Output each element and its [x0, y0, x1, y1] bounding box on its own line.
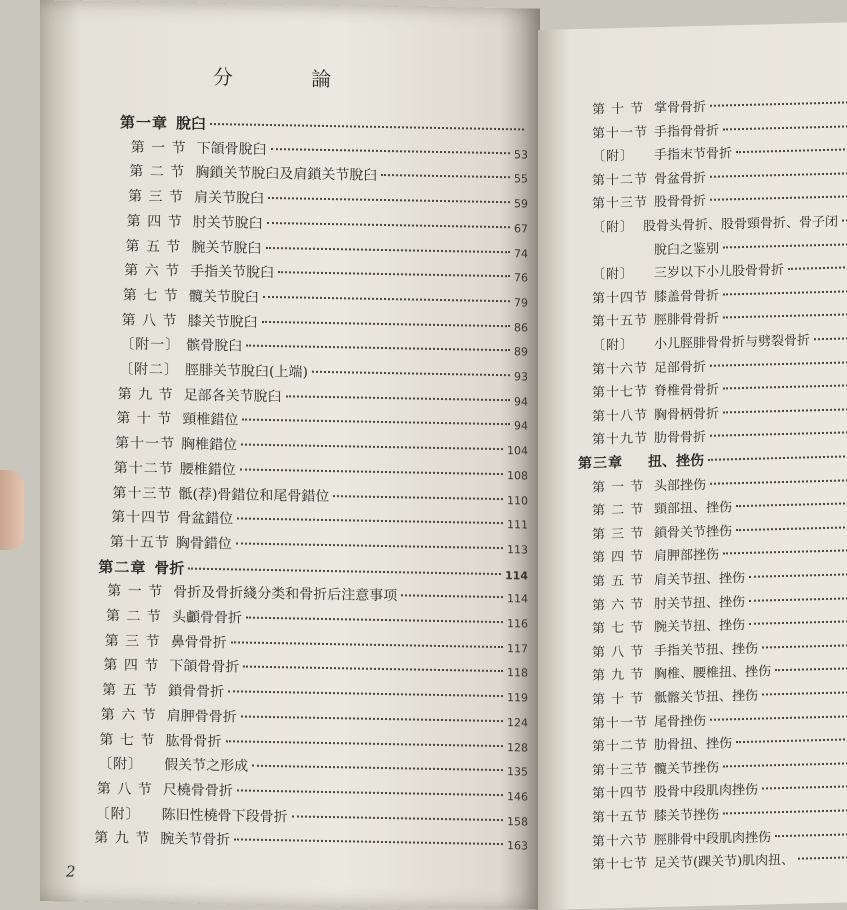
toc-title: 脊椎骨骨折	[654, 382, 720, 400]
left-page	[40, 0, 540, 910]
toc-title: 肋骨骨折	[654, 430, 707, 447]
toc-title: 脛腓骨中段肌肉挫伤	[654, 829, 772, 848]
toc-title: 股骨骨折	[654, 194, 707, 211]
toc-number: 第 七 节	[99, 731, 156, 749]
toc-number: 第 七 节	[592, 620, 645, 637]
toc-number: 〔附〕	[98, 756, 144, 773]
toc-title: 鎖骨关节挫伤	[654, 524, 733, 541]
toc-title: 足部各关节脫臼	[183, 387, 282, 405]
toc-entry	[110, 531, 528, 558]
dot-leader	[268, 197, 510, 203]
toc-entry	[592, 257, 847, 282]
dot-leader	[228, 690, 503, 697]
dot-leader	[241, 715, 503, 722]
toc-title: 脫臼	[176, 114, 207, 133]
dot-leader	[267, 222, 510, 228]
toc-number: 第十六节	[592, 360, 649, 378]
toc-entry	[592, 399, 847, 424]
toc-page-number: 110	[507, 493, 528, 508]
toc-title: 脛腓关节脫臼(上端)	[185, 362, 308, 381]
dot-leader	[762, 786, 847, 790]
toc-number: 第十三节	[112, 484, 173, 502]
toc-title: 下頜骨骨折	[169, 658, 240, 676]
dot-leader	[723, 762, 847, 767]
toc-title: 小儿脛腓骨骨折与劈裂骨折	[654, 333, 811, 353]
toc-entry	[106, 605, 528, 632]
dot-leader	[242, 419, 510, 426]
toc-title: 胸椎、腰椎扭、挫伤	[654, 664, 772, 683]
toc-title: 頸椎錯位	[182, 411, 239, 429]
toc-title: 下頜骨脫臼	[196, 140, 267, 158]
dot-leader	[736, 526, 847, 531]
toc-title: 肩关节扭、挫伤	[654, 570, 746, 589]
toc-entry	[127, 210, 528, 237]
toc-title: 脫臼之鉴别	[654, 241, 720, 258]
toc-title: 腕关节骨折	[160, 831, 231, 849]
page-number: 2	[66, 862, 76, 881]
toc-entry	[592, 800, 847, 825]
dot-leader	[814, 337, 847, 340]
toc-title: 胸椎錯位	[181, 436, 238, 454]
dot-leader	[749, 597, 847, 602]
toc-page-number: 89	[513, 345, 528, 359]
toc-entry	[592, 375, 847, 400]
toc-title: 骶(荐)骨錯位和尾骨錯位	[178, 485, 330, 505]
dot-leader	[266, 246, 511, 252]
toc-title: 骶髂关节扭、挫伤	[654, 688, 759, 707]
toc-page-number: 111	[506, 518, 528, 532]
toc-entry	[115, 432, 528, 459]
toc-number: 第 十 节	[592, 691, 645, 708]
toc-entry	[592, 564, 847, 589]
toc-title: 股骨中段肌肉挫伤	[654, 783, 759, 801]
dot-leader	[723, 290, 847, 295]
toc-page-number: 118	[506, 666, 528, 680]
dot-leader	[286, 395, 510, 401]
toc-number: 第二章	[98, 557, 147, 577]
left-toc	[40, 0, 540, 910]
toc-page-number: 93	[514, 370, 528, 384]
dot-leader	[723, 408, 847, 413]
toc-entry	[126, 235, 529, 262]
toc-number: 第 八 节	[121, 312, 178, 329]
toc-page-number: 74	[514, 246, 528, 261]
toc-entry	[98, 753, 528, 781]
toc-number: 第十三节	[592, 762, 649, 779]
toc-entry	[592, 234, 847, 259]
dot-leader	[236, 542, 503, 549]
toc-number: 第十三节	[592, 195, 649, 213]
toc-number: 第十四节	[592, 785, 649, 803]
toc-number: 第十二节	[592, 172, 649, 189]
toc-entry	[105, 630, 528, 657]
toc-number: 第十二节	[592, 738, 649, 755]
dot-leader	[736, 149, 847, 154]
toc-entry	[592, 635, 847, 660]
toc-title: 鎖骨骨折	[168, 683, 225, 701]
toc-entry	[128, 186, 528, 213]
toc-number: 第十七节	[592, 384, 649, 401]
dot-leader	[708, 455, 847, 461]
toc-title: 手指骨骨折	[654, 123, 720, 140]
toc-page-number: 53	[513, 147, 528, 162]
toc-title: 足关节(踝关节)肌肉扭、	[654, 852, 795, 872]
toc-number: 第十二节	[113, 460, 174, 478]
toc-number: 第 五 节	[102, 682, 158, 700]
dot-leader	[231, 641, 503, 648]
toc-entry	[102, 679, 528, 706]
dot-leader	[278, 271, 510, 277]
toc-page-number: 59	[513, 197, 528, 211]
toc-entry	[592, 588, 847, 613]
toc-number: 第 七 节	[122, 287, 179, 305]
toc-page-number: 119	[506, 691, 528, 705]
toc-entry	[120, 334, 528, 361]
dot-leader	[710, 196, 847, 201]
toc-number: 第 八 节	[592, 644, 645, 661]
toc-title: 肘关节脫臼	[192, 214, 263, 232]
toc-page-number: 146	[506, 790, 528, 804]
toc-entry	[116, 408, 528, 435]
toc-number: 第 四 节	[103, 657, 160, 675]
toc-number: 第 四 节	[126, 213, 183, 231]
toc-number: 第 五 节	[592, 573, 645, 590]
toc-title: 手指关节扭、挫伤	[654, 641, 759, 659]
toc-chapter	[120, 111, 528, 139]
toc-page-number: 94	[513, 394, 528, 409]
toc-number: 〔附二〕	[119, 361, 179, 379]
toc-title: 手指关节脫臼	[190, 263, 275, 282]
toc-number: 〔附一〕	[120, 336, 181, 354]
dot-leader	[710, 361, 847, 366]
dot-leader	[262, 320, 510, 326]
toc-number: 第 十 节	[116, 410, 173, 428]
toc-entry	[119, 358, 528, 385]
toc-number: 第 九 节	[94, 830, 151, 848]
toc-entry	[123, 284, 528, 311]
toc-title: 三岁以下小儿股骨骨折	[654, 263, 785, 282]
toc-number: 第 一 节	[130, 139, 187, 157]
dot-leader	[710, 479, 847, 484]
page-title: 分 論	[212, 65, 368, 92]
toc-number: 第十九节	[592, 431, 649, 449]
dot-leader	[749, 621, 847, 626]
toc-title: 鼻骨骨折	[170, 633, 227, 651]
toc-entry	[131, 136, 528, 163]
dot-leader	[710, 101, 847, 106]
toc-entry	[592, 706, 847, 731]
dot-leader	[252, 765, 503, 771]
toc-title: 膝关节脫臼	[187, 313, 258, 331]
dot-leader	[723, 314, 847, 319]
toc-title: 腰椎錯位	[179, 461, 236, 479]
toc-title: 足部骨折	[654, 359, 707, 376]
dot-leader	[788, 267, 847, 271]
toc-number: 第十五节	[592, 313, 649, 331]
toc-page-number: 114	[506, 592, 528, 606]
toc-title: 肩胛部挫伤	[654, 547, 720, 565]
toc-title: 胸鎖关节脫臼及肩鎖关节脫臼	[195, 165, 378, 185]
toc-number: 第十六节	[592, 832, 649, 850]
toc-number: 第 六 节	[124, 262, 181, 280]
toc-title: 手指末节骨折	[654, 146, 733, 164]
toc-entry	[96, 803, 528, 831]
toc-entry	[592, 328, 847, 353]
dot-leader	[243, 666, 503, 673]
toc-number: 第 十 节	[592, 101, 645, 118]
dot-leader	[775, 668, 847, 672]
toc-chapter	[98, 556, 528, 584]
toc-title: 肋骨扭、挫伤	[654, 736, 733, 754]
toc-page-number: 114	[505, 568, 528, 583]
toc-number: 〔附〕	[592, 337, 635, 354]
dot-leader	[775, 833, 847, 837]
toc-entry	[111, 506, 528, 533]
dot-leader	[237, 789, 503, 796]
toc-title: 骨盆骨折	[654, 170, 707, 187]
toc-number: 第 一 节	[592, 478, 645, 496]
toc-title: 肱骨骨折	[165, 732, 222, 750]
toc-title: 肩胛骨骨折	[166, 708, 237, 726]
thumb	[0, 470, 24, 550]
toc-entry	[592, 92, 847, 117]
toc-page-number: 116	[507, 617, 528, 631]
toc-title: 肘关节扭、挫伤	[654, 594, 746, 612]
toc-entry	[107, 580, 528, 607]
toc-entry	[592, 611, 847, 636]
toc-title: 掌骨骨折	[654, 99, 707, 117]
toc-title: 胸骨錯位	[175, 535, 232, 553]
dot-leader	[333, 495, 503, 500]
toc-entry	[101, 704, 528, 731]
toc-number: 第 六 节	[100, 706, 157, 724]
dot-leader	[292, 815, 503, 821]
toc-entry	[592, 659, 847, 684]
dot-leader	[271, 148, 510, 154]
toc-page-number: 163	[506, 839, 528, 853]
right-toc	[538, 22, 847, 910]
toc-entry	[592, 163, 847, 188]
toc-title: 骨折及骨折綫分类和骨折后注意事项	[173, 584, 398, 605]
toc-number: 第 二 节	[106, 608, 162, 626]
toc-number: 第 四 节	[592, 549, 645, 567]
toc-title: 膝盖骨骨折	[654, 288, 720, 305]
dot-leader	[723, 125, 847, 130]
toc-entry	[592, 187, 847, 212]
dot-leader	[749, 573, 847, 578]
toc-page-number: 79	[513, 296, 528, 310]
toc-number: 第 九 节	[117, 386, 174, 404]
dot-leader	[188, 567, 501, 574]
dot-leader	[240, 468, 503, 475]
toc-number: 第十一节	[115, 435, 176, 453]
toc-entry	[592, 753, 847, 778]
toc-page-number: 158	[506, 814, 528, 829]
toc-entry	[592, 116, 847, 141]
toc-entry	[592, 352, 847, 377]
toc-entry	[592, 682, 847, 707]
toc-number: 第 二 节	[592, 502, 645, 519]
toc-entry	[592, 210, 847, 235]
toc-entry	[592, 729, 847, 754]
toc-entry	[592, 777, 847, 802]
toc-entry	[592, 470, 847, 495]
dot-leader	[762, 691, 847, 695]
toc-page-number: 108	[506, 468, 528, 483]
toc-number	[592, 254, 654, 256]
toc-entry	[592, 281, 847, 306]
dot-leader	[723, 550, 847, 555]
toc-page-number: 135	[506, 765, 528, 779]
toc-title: 假关节之形成	[164, 757, 249, 775]
toc-page-number: 113	[506, 543, 528, 557]
toc-title: 頸部扭、挫伤	[654, 500, 733, 518]
dot-leader	[710, 715, 847, 720]
toc-chapter	[578, 446, 847, 473]
dot-leader	[736, 503, 847, 508]
toc-number: 第 六 节	[592, 596, 645, 614]
toc-entry	[592, 541, 847, 566]
dot-leader	[710, 432, 847, 437]
toc-title: 髖关节脫臼	[188, 288, 259, 306]
dot-leader	[210, 123, 524, 130]
toc-page-number: 86	[513, 320, 528, 335]
toc-title: 陈旧性橈骨下段骨折	[161, 806, 288, 825]
dot-leader	[226, 740, 504, 747]
dot-leader	[263, 296, 510, 302]
dot-leader	[723, 385, 847, 390]
toc-number: 第一章	[120, 113, 169, 133]
toc-entry	[592, 824, 847, 849]
toc-number: 第 一 节	[107, 583, 164, 601]
toc-number: 第十四节	[111, 509, 172, 527]
toc-entry	[113, 482, 529, 509]
toc-entry	[122, 309, 528, 336]
toc-entry	[114, 457, 528, 484]
dot-leader	[736, 739, 847, 744]
toc-title: 髖关节挫伤	[654, 760, 720, 777]
dot-leader	[401, 595, 503, 599]
toc-entry	[592, 493, 847, 518]
toc-entry	[592, 517, 847, 542]
toc-number: 第 九 节	[592, 667, 645, 685]
toc-title: 膝关节挫伤	[654, 807, 720, 825]
toc-title: 腕关节扭、挫伤	[654, 618, 746, 636]
dot-leader	[246, 345, 510, 352]
toc-number: 第十一节	[592, 714, 649, 732]
toc-number: 第三章	[578, 454, 623, 473]
toc-entry	[592, 139, 847, 164]
toc-number: 第 二 节	[129, 163, 186, 181]
toc-number: 〔附〕	[592, 219, 635, 236]
toc-title: 股骨头骨折、股骨頸骨折、骨子闭	[642, 214, 838, 235]
toc-title: 腕关节脫臼	[191, 239, 262, 257]
toc-number: 第十一节	[592, 124, 649, 142]
right-page	[538, 22, 847, 910]
toc-number: 第 三 节	[128, 188, 184, 206]
dot-leader	[723, 243, 847, 248]
toc-number: 第 八 节	[96, 780, 153, 798]
dot-leader	[381, 174, 510, 178]
toc-title: 尾骨挫伤	[654, 713, 707, 730]
toc-number: 第十五节	[592, 809, 649, 826]
toc-page-number: 76	[513, 271, 528, 285]
toc-number: 第 三 节	[592, 526, 645, 543]
toc-title: 骨折	[154, 558, 185, 578]
toc-entry	[100, 729, 529, 756]
toc-entry	[103, 654, 528, 681]
toc-number: 〔附〕	[95, 805, 141, 823]
toc-page-number: 104	[506, 444, 528, 458]
toc-page-number: 94	[513, 419, 528, 433]
toc-number: 第 三 节	[104, 632, 161, 650]
dot-leader	[723, 809, 847, 814]
toc-number: 第十五节	[109, 534, 170, 552]
toc-title: 髌骨脫臼	[186, 337, 243, 355]
toc-title: 肩关节脫臼	[194, 189, 265, 208]
toc-title: 脛腓骨骨折	[654, 311, 720, 329]
toc-page-number: 128	[507, 740, 528, 755]
toc-number: 第 五 节	[125, 237, 182, 255]
toc-title: 头部挫伤	[654, 477, 707, 494]
toc-entry	[592, 847, 847, 872]
toc-page-number: 117	[506, 641, 528, 656]
dot-leader	[798, 857, 847, 860]
toc-title: 尺橈骨骨折	[162, 782, 233, 800]
dot-leader	[762, 644, 847, 648]
dot-leader	[237, 518, 503, 525]
toc-entry	[592, 423, 847, 448]
toc-page-number: 124	[506, 715, 528, 730]
toc-entry	[94, 827, 528, 855]
toc-number: 第十四节	[592, 290, 649, 307]
dot-leader	[234, 839, 503, 846]
toc-entry	[129, 161, 528, 188]
dot-leader	[312, 371, 510, 376]
toc-title: 骨盆錯位	[177, 510, 234, 528]
toc-title: 胸骨柄骨折	[654, 406, 720, 423]
toc-entry	[97, 778, 528, 806]
toc-entry	[592, 305, 847, 330]
toc-title: 扭、挫伤	[648, 452, 704, 471]
dot-leader	[241, 444, 503, 451]
toc-number: 第十八节	[592, 408, 649, 425]
toc-title: 头顱骨骨折	[172, 609, 242, 627]
toc-page-number: 55	[513, 172, 528, 186]
dot-leader	[246, 617, 503, 623]
toc-page-number: 67	[513, 222, 528, 236]
toc-number: 〔附〕	[592, 148, 635, 165]
dot-leader	[710, 172, 847, 177]
toc-entry	[118, 383, 528, 410]
toc-number: 〔附〕	[592, 266, 635, 283]
dot-leader	[842, 219, 847, 221]
toc-entry	[124, 260, 528, 287]
toc-number: 第十七节	[592, 856, 649, 873]
